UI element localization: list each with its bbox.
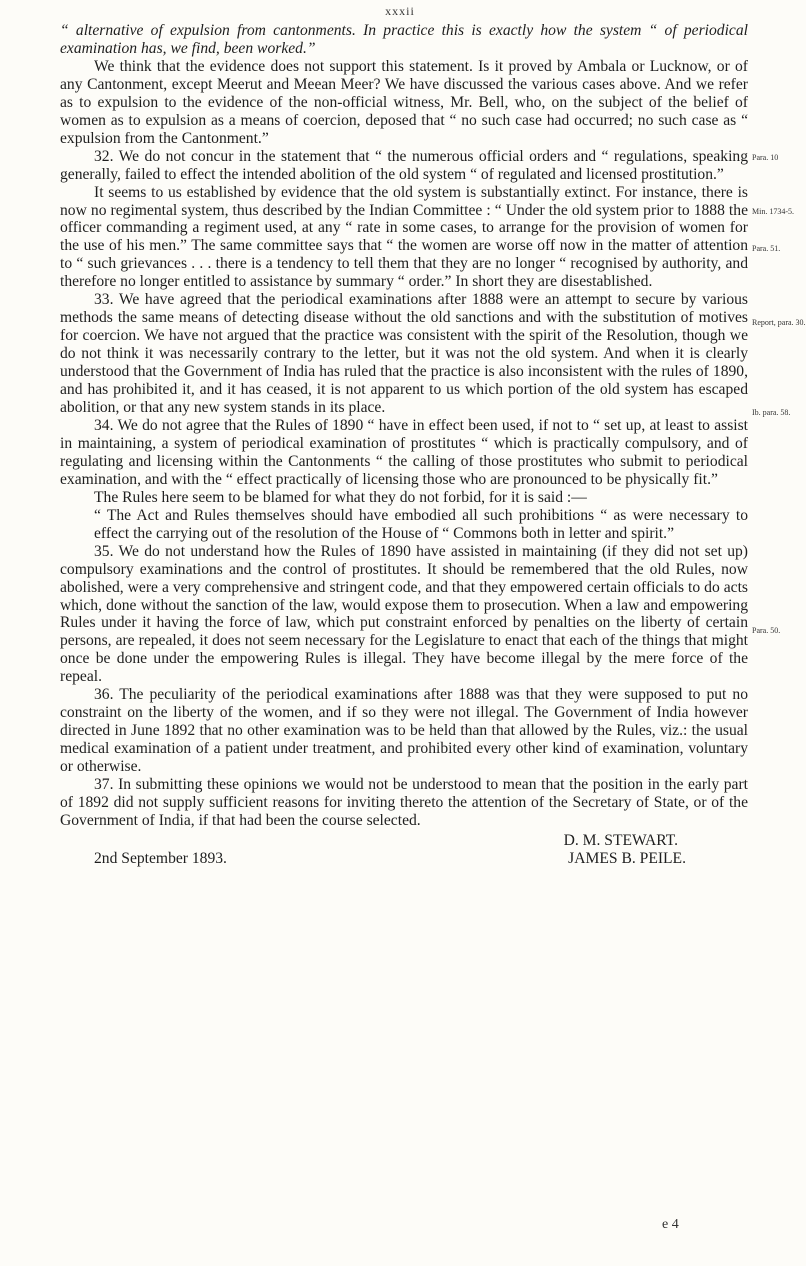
paragraph-35: 35. We do not understand how the Rules of 1890 have assisted in maintaining (if they did not set up) compulsory examinations and the control of prostitutes. It should be remembered that the old Rules, now abolished, were a very comprehensive and stringent code, and that they empowered certain officials to do acts which, done without the sanction of the law, would expose them to prosecution. When a law and empowering Rules under it having the force of law, which put constraint enforced by penalties on the liberty of certain persons, are repealed, it does not seem necessary for the Legislature to enact that each of the things that might once be done under the empowering Rules is illegal. They have become illegal by the mere force of the repeal.: [60, 542, 748, 686]
paragraph-36: 36. The peculiarity of the periodical examinations after 1888 was that they were supposed to put no constraint on the liberty of the women, and if so they were not illegal. The Government of India however directed in June 1892 that no other examination was to be held than that allowed by the Rules, viz.: the usual medical examination of a patient under treatment, and prohibited every other kind of examination, voluntary or otherwise.: [60, 686, 748, 776]
signatory-2: JAMES B. PEILE.: [568, 849, 686, 867]
paragraph-32: 32. We do not concur in the statement that “ the numerous official orders and “ regulations, speaking generally, failed to effect the intended abolition of the old system “ of regulated and licensed prostitution.”: [60, 147, 748, 183]
paragraph-34-quotation: “ The Act and Rules themselves should have embodied all such prohibitions “ as were necessary to effect the carrying out of the resolution of the House of “ Commons both in letter and spirit.”: [94, 506, 748, 542]
margin-note: Para. 10: [752, 153, 779, 162]
body-text: [60, 22, 748, 868]
paragraph-34-rules: The Rules here seem to be blamed for what they do not forbid, for it is said :—: [94, 488, 587, 506]
paragraph-37: 37. In submitting these opinions we would not be understood to mean that the position in the early part of 1892 did not supply sufficient reasons for inviting thereto the attention of the Secretary of State, or of the Government of India, if that had been the course selected.: [60, 776, 748, 829]
paragraph-32-evidence: It seems to us established by evidence that the old system is substantially extinct. For instance, there is now no regimental system, thus described by the Indian Committee : “ Under the old system prior to 1888 the officer commanding a regiment used, at any “ rate in some cases, to arrange for the provision of women for the use of his men.” The same committee says that “ the women are worse off now in the matter of attention to “ such grievances . . . there is a tendency to tell them that they are no longer “ recognised by authority, and therefore no longer entitled to assistance by summary “ order.” In short they are disestablished.: [60, 183, 748, 291]
block-quote: [60, 507, 748, 543]
paragraph-33: 33. We have agreed that the periodical examinations after 1888 were an attempt to secure by various methods the same means of detecting disease without the old sanctions and with the substitution of motives for coercion. We have not argued that the practice was consistent with the spirit of the Resolution, though we do not think it was necessarily contrary to the letter, but it was not the old system. And when it is clearly understood that the Government of India has ruled that the practice is also inconsistent with the rules of 1890, and has prohibited it, and it has ceased, it is not apparent to us which portion of the old system has escaped abolition, or that any new system stands in its place.: [60, 291, 748, 417]
signature-date: 2nd September 1893.: [94, 849, 227, 867]
margin-note: Para. 50.: [752, 626, 781, 635]
signature-block: [60, 832, 748, 868]
signature-mark: e 4: [662, 1217, 679, 1232]
margin-note: Para. 51.: [752, 244, 781, 253]
paragraph-opening-response: We think that the evidence does not support this statement. Is it proved by Ambala or Lucknow, or of any Cantonment, except Meerut and Meean Meer? We have discussed the various cases above. And we refer as to expulsion to the evidence of the non-official witness, Mr. Bell, who, on the subject of the belief of women as to expulsion as a means of coercion, deposed that “ no such case had occurred; no such case as “ expulsion from the Cantonment.”: [60, 57, 748, 147]
margin-note: Min. 1734-5.: [752, 207, 794, 216]
margin-note: Report, para. 30.: [752, 318, 806, 327]
page-number: xxxii: [385, 4, 415, 18]
paragraph-34: 34. We do not agree that the Rules of 1890 “ have in effect been used, if not to “ set up, at least to assist in maintaining, a system of periodical examination of prostitutes “ which is practically compulsory, and of regulating and licensing within the Cantonments “ the calling of those prostitutes who submit to periodical examination, and with the “ effect practically of licensing those who are pronounced to be physically fit.”: [60, 416, 748, 488]
paragraph-opening-quote: “ alternative of expulsion from cantonments. In practice this is exactly how the system “ of periodical examination has, we find, been worked.”: [60, 22, 748, 57]
signatory-1: D. M. STEWART.: [563, 831, 678, 849]
margin-note: Ib. para. 58.: [752, 408, 791, 417]
